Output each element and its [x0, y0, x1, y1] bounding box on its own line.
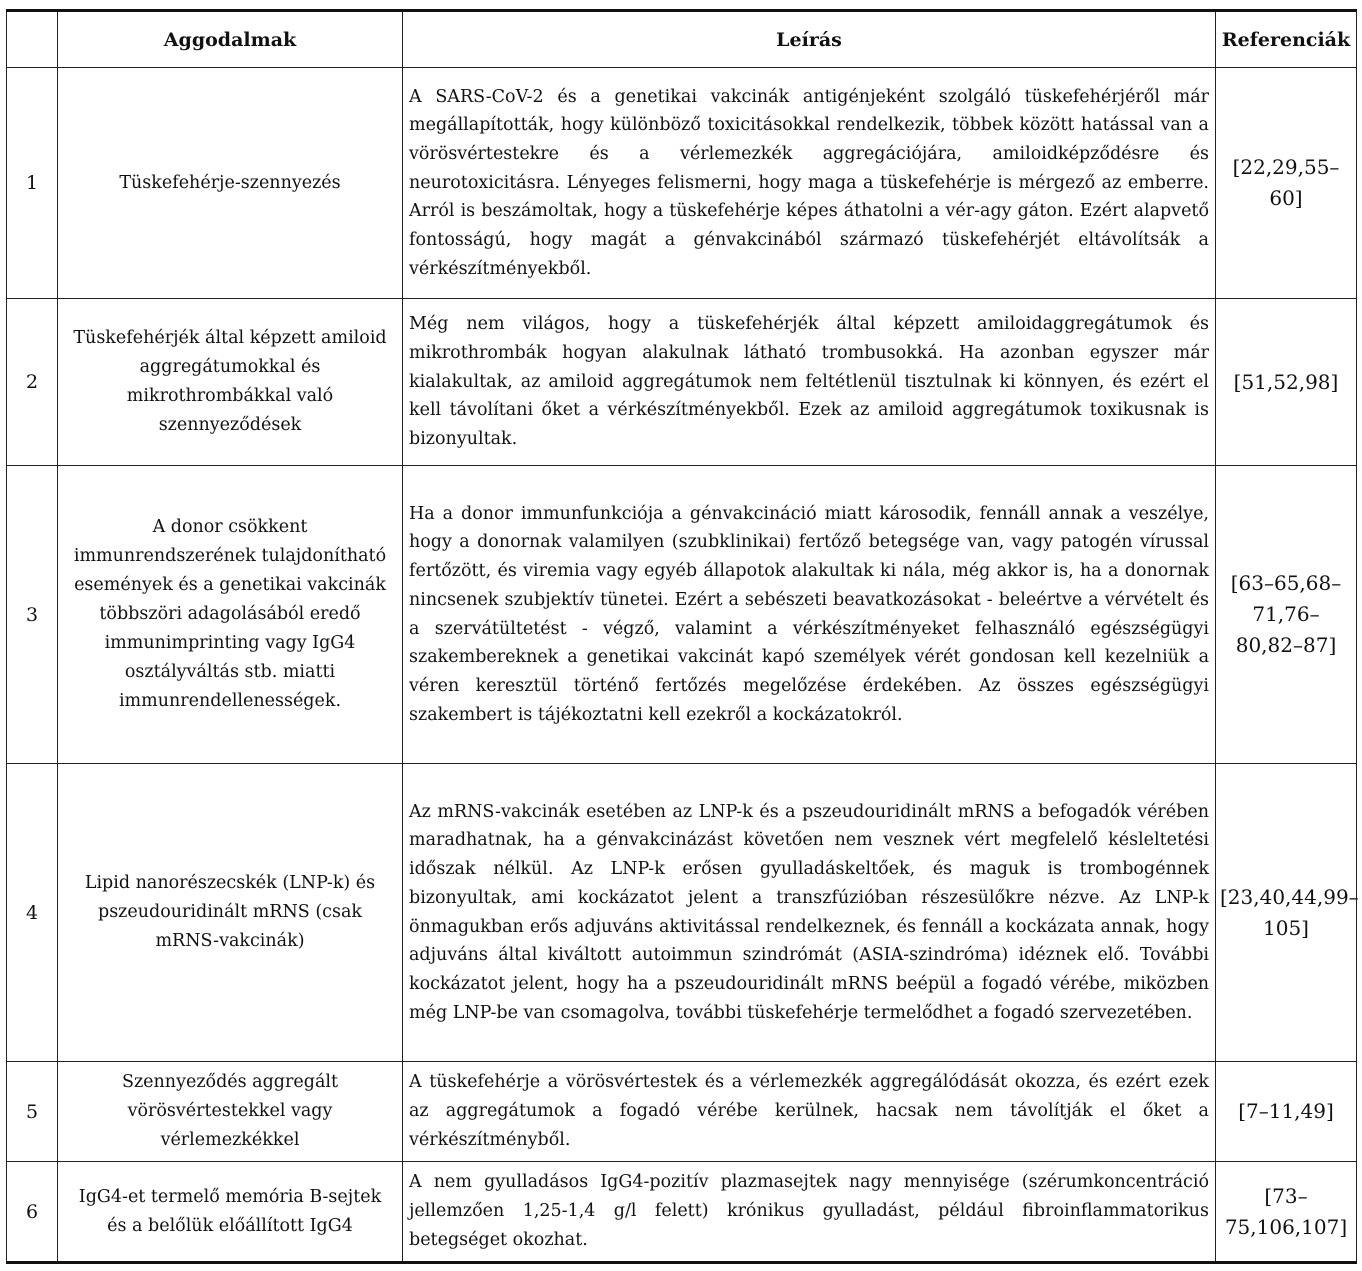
- row-description: A tüskefehérje a vörösvértestek és a vérlemezkék aggregálódását okozza, és ezért ezek az aggregátumok a fogadó vérébe kerülnek, hacsak nem távolítják el őket a vérkészítményből.: [403, 1062, 1216, 1162]
- row-references: [7–11,49]: [1216, 1062, 1357, 1162]
- row-references: [22,29,55–60]: [1216, 68, 1357, 299]
- row-number: 3: [7, 466, 58, 764]
- row-description: Ha a donor immunfunkciója a génvakcináció miatt károsodik, fennáll annak a veszélye, hogy a donornak valamilyen (szubklinikai) fertőző betegsége van, vagy patogén vírussal fertőzött, és viremia vagy egyéb állapotok alakultak ki nála, még akkor is, ha a donornak nincsenek szubjektív tünetei. Ezért a sebészeti beavatkozásokat - beleértve a vérvételt és a szervátültetést - végző, valamint a vérkészítményeket felhasználó egészségügyi szakembereknek a genetikai vakcinát kapó személyek vérét gondosan kell kezelniük a véren keresztül történő fertőzés megelőzése érdekében. Az összes egészségügyi szakembert is tájékoztatni kell ezekről a kockázatokról.: [403, 466, 1216, 764]
- row-references: [73–75,106,107]: [1216, 1162, 1357, 1263]
- table-row: [7, 299, 1357, 466]
- row-description: Az mRNS-vakcinák esetében az LNP-k és a pszeudouridinált mRNS a befogadók vérében maradhatnak, ha a génvakcinázást követően nem vesznek vért megfelelő késleltetési időszak nélkül. Az LNP-k erősen gyulladáskeltőek, és maguk is trombogénnek bizonyultak, ami kockázatot jelent a transzfúzióban részesülőkre nézve. Az LNP-k önmagukban erős adjuváns aktivitással rendelkeznek, és fennáll a kockázata annak, hogy adjuváns által kiváltott autoimmun szindrómát (ASIA-szindróma) idéznek elő. További kockázatot jelent, hogy ha a pszeudouridinált mRNS beépül a fogadó vérébe, miközben még LNP-be van csomagolva, további tüskefehérje termelődhet a fogadó szervezetében.: [403, 764, 1216, 1062]
- row-description: A SARS-CoV-2 és a genetikai vakcinák antigénjeként szolgáló tüskefehérjéről már megállapították, hogy különböző toxicitásokkal rendelkezik, többek között hatással van a vörösvértestekre és a vérlemezkék aggregációjára, amiloidképződésre és neurotoxicitásra. Lényeges felismerni, hogy maga a tüskefehérje is mérgező az emberre. Arról is beszámoltak, hogy a tüskefehérje képes áthatolni a vér-agy gáton. Ezért alapvető fontosságú, hogy magát a génvakcinából származó tüskefehérjét eltávolítsák a vérkészítményekből.: [403, 68, 1216, 299]
- concerns-table: [6, 9, 1357, 1264]
- header-row: [7, 11, 1357, 68]
- table-row: [7, 1162, 1357, 1263]
- header-description: Leírás: [403, 11, 1216, 68]
- row-references: [51,52,98]: [1216, 299, 1357, 466]
- table-row: [7, 466, 1357, 764]
- row-number: 5: [7, 1062, 58, 1162]
- table-row: [7, 764, 1357, 1062]
- row-number: 4: [7, 764, 58, 1062]
- row-description: A nem gyulladásos IgG4-pozitív plazmasejtek nagy mennyisége (szérumkoncentráció jellemzően 1,25-1,4 g/l felett) krónikus gyulladást, például fibroinflammatorikus betegséget okozhat.: [403, 1162, 1216, 1263]
- row-concern: IgG4-et termelő memória B-sejtek és a belőlük előállított IgG4: [58, 1162, 403, 1263]
- row-number: 6: [7, 1162, 58, 1263]
- table-row: [7, 68, 1357, 299]
- row-concern: A donor csökkent immunrendszerének tulajdonítható események és a genetikai vakcinák többszöri adagolásából eredő immunimprinting vagy IgG4 osztályváltás stb. miatti immunrendellenességek.: [58, 466, 403, 764]
- row-number: 2: [7, 299, 58, 466]
- row-references: [23,40,44,99–105]: [1216, 764, 1357, 1062]
- table-row: [7, 1062, 1357, 1162]
- row-references: [63–65,68–71,76–80,82–87]: [1216, 466, 1357, 764]
- header-number: [7, 11, 58, 68]
- row-description: Még nem világos, hogy a tüskefehérjék által képzett amiloidaggregátumok és mikrothrombák hogyan alakulnak látható trombusokká. Ha azonban egyszer már kialakultak, az amiloid aggregátumok nem feltétlenül tisztulnak ki könnyen, és ezért el kell távolítani őket a vérkészítményekből. Ezek az amiloid aggregátumok toxikusnak is bizonyultak.: [403, 299, 1216, 466]
- row-concern: Szennyeződés aggregált vörösvértestekkel vagy vérlemezkékkel: [58, 1062, 403, 1162]
- header-references: Referenciák: [1216, 11, 1357, 68]
- header-concerns: Aggodalmak: [58, 11, 403, 68]
- row-concern: Lipid nanorészecskék (LNP-k) és pszeudouridinált mRNS (csak mRNS-vakcinák): [58, 764, 403, 1062]
- row-concern: Tüskefehérje-szennyezés: [58, 68, 403, 299]
- row-number: 1: [7, 68, 58, 299]
- row-concern: Tüskefehérjék által képzett amiloid aggregátumokkal és mikrothrombákkal való szennyeződések: [58, 299, 403, 466]
